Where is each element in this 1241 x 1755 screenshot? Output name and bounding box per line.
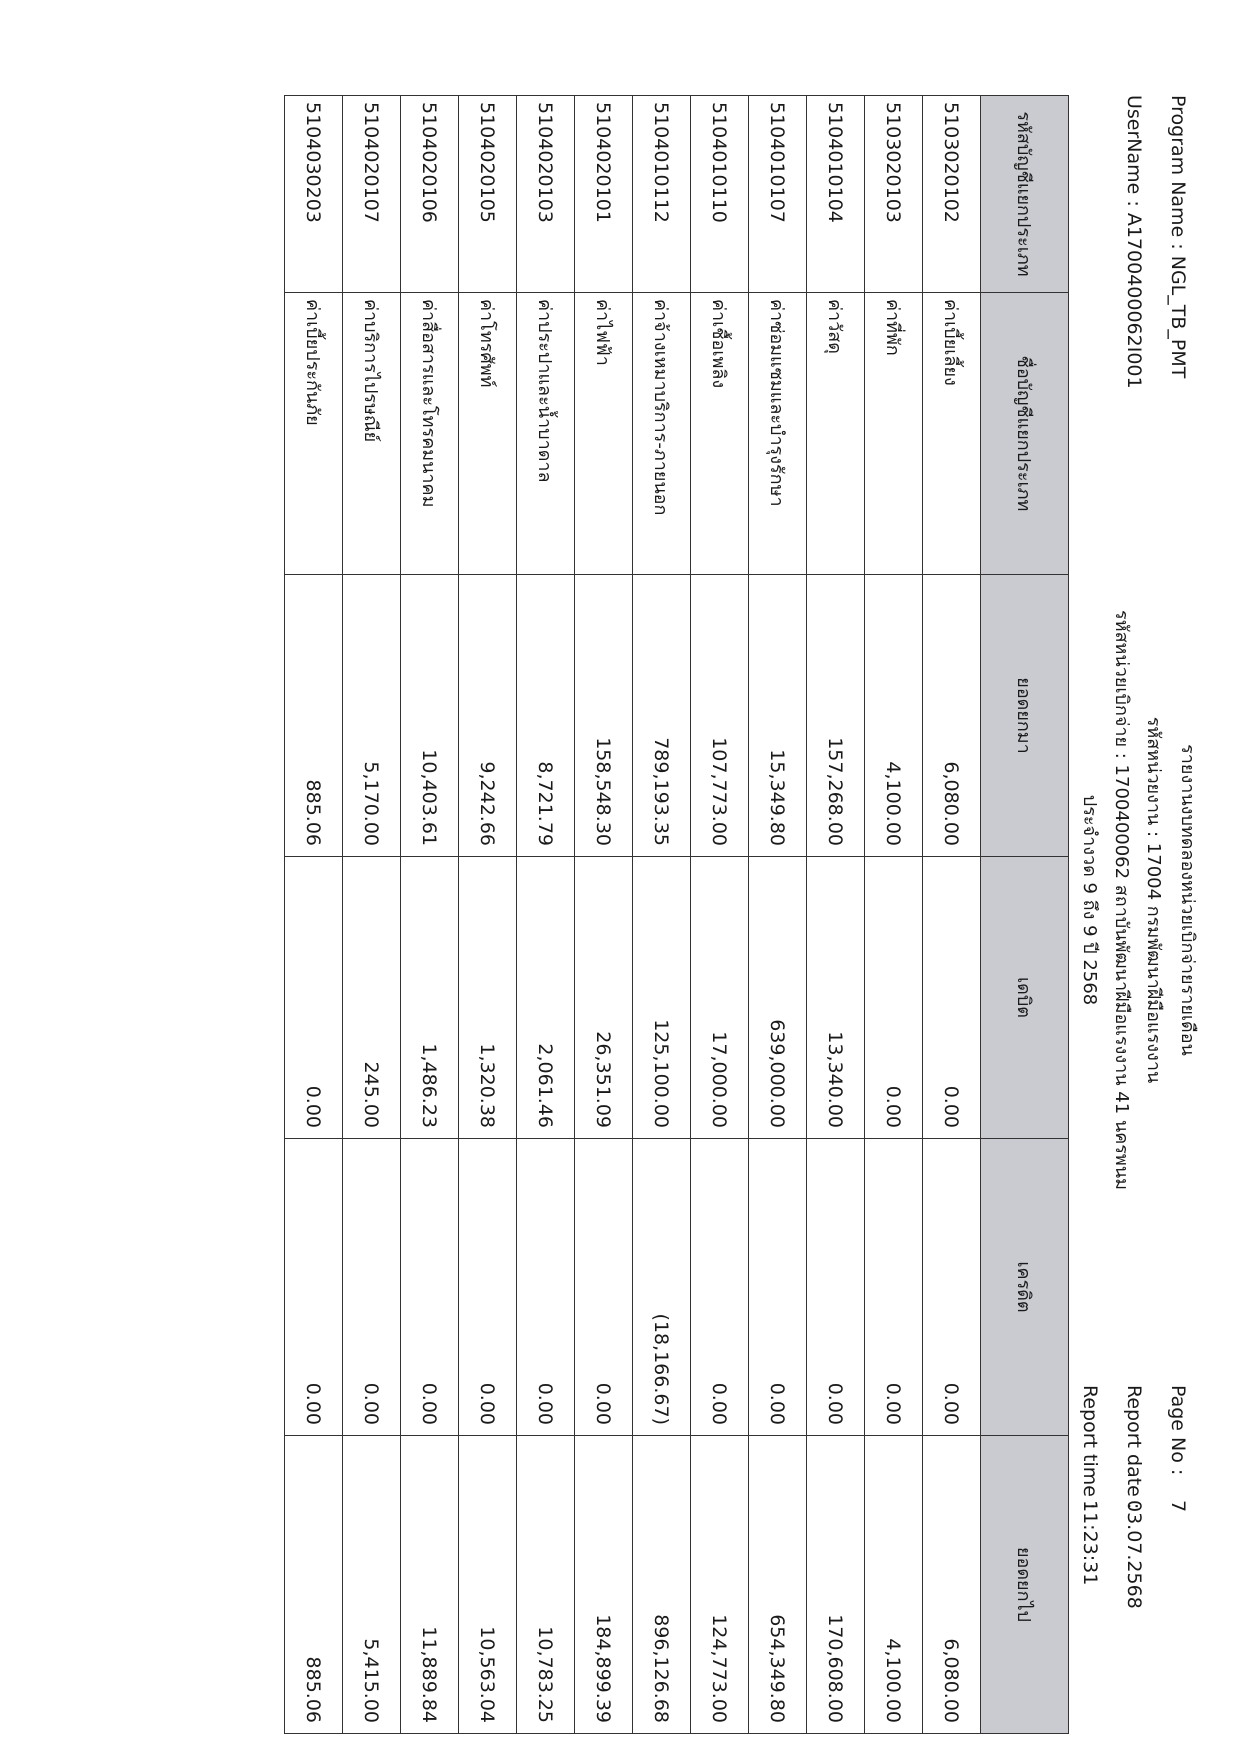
account-name-cell: ค่าจ้างเหมาบริการ-ภายนอก [633,293,691,575]
account-name-cell: ค่าบริการไปรษณีย์ [343,293,401,575]
debit-cell: 0.00 [285,857,343,1139]
carried-forward-cell: 654,349.80 [749,1436,807,1734]
account-name-cell: ค่าวัสดุ [807,293,865,575]
credit-cell: 0.00 [923,1139,981,1436]
page-no-value: 7 [1167,1500,1189,1513]
debit-cell: 26,351.09 [575,857,633,1139]
credit-cell: 0.00 [749,1139,807,1436]
carried-forward-cell: 124,773.00 [691,1436,749,1734]
report-time-label: Report time : [1079,1385,1101,1510]
account-name-cell: ค่าซ่อมแซมและบำรุงรักษา [749,293,807,575]
table-row [343,96,401,1734]
account-name-cell: ค่าเบี้ยเลี้ยง [923,293,981,575]
brought-forward-cell: 4,100.00 [865,575,923,857]
brought-forward-cell: 789,193.35 [633,575,691,857]
period-line: ประจำงวด 9 ถึง 9 ปี 2568 [1079,794,1100,1006]
col-credit-header: เครดิต [981,1139,1069,1436]
table-row [575,96,633,1734]
table-row [285,96,343,1734]
carried-forward-cell: 11,889.84 [401,1436,459,1734]
credit-cell: (18,166.67) [633,1139,691,1436]
carried-forward-cell: 170,608.00 [807,1436,865,1734]
carried-forward-cell: 10,783.25 [517,1436,575,1734]
debit-cell: 13,340.00 [807,857,865,1139]
debit-cell: 1,486.23 [401,857,459,1139]
table-row [517,96,575,1734]
brought-forward-cell: 885.06 [285,575,343,857]
credit-cell: 0.00 [285,1139,343,1436]
account-name-cell: ค่าโทรศัพท์ [459,293,517,575]
report-date-label: Report date : [1123,1385,1145,1510]
account-name-cell: ค่าเชื้อเพลิง [691,293,749,575]
credit-cell: 0.00 [691,1139,749,1436]
credit-cell: 0.00 [401,1139,459,1436]
account-code-cell: 5104030203 [285,96,343,293]
username: UserName : A1700400062I001 [1123,95,1145,389]
credit-cell: 0.00 [459,1139,517,1436]
trial-balance-table [284,95,1069,1734]
table-row [807,96,865,1734]
account-code-cell: 5103020103 [865,96,923,293]
debit-cell: 0.00 [865,857,923,1139]
carried-forward-cell: 6,080.00 [923,1436,981,1734]
credit-cell: 0.00 [807,1139,865,1436]
table-row [749,96,807,1734]
col-carried-forward-header: ยอดยกไป [981,1436,1069,1734]
carried-forward-cell: 5,415.00 [343,1436,401,1734]
table-row [459,96,517,1734]
account-code-cell: 5104020101 [575,96,633,293]
debit-cell: 0.00 [923,857,981,1139]
col-account-code-header: รหัสบัญชีแยกประเภท [981,96,1069,293]
account-name-cell: ค่าสื่อสารและโทรคมนาคม [401,293,459,575]
table-row [633,96,691,1734]
report-date-value: 03.07.2568 [1123,1500,1145,1609]
table-row [865,96,923,1734]
brought-forward-cell: 8,721.79 [517,575,575,857]
col-account-name-header: ชื่อบัญชีแยกประเภท [981,293,1069,575]
col-brought-forward-header: ยอดยกมา [981,575,1069,857]
disbursing-unit-line: รหัสหน่วยเบิกจ่าย : 1700400062 สถาบันพัฒนาฝีมือแรงงาน 41 นครพนม [1111,610,1132,1190]
report-time-value: 11:23:31 [1079,1500,1101,1586]
debit-cell: 1,320.38 [459,857,517,1139]
account-code-cell: 5104010104 [807,96,865,293]
brought-forward-cell: 158,548.30 [575,575,633,857]
carried-forward-cell: 896,126.68 [633,1436,691,1734]
carried-forward-cell: 10,563.04 [459,1436,517,1734]
account-code-cell: 5104020105 [459,96,517,293]
credit-cell: 0.00 [343,1139,401,1436]
account-code-cell: 5104010107 [749,96,807,293]
table-header-row [981,96,1069,1734]
account-code-cell: 5104010112 [633,96,691,293]
page-no-label: Page No : [1167,1385,1189,1476]
debit-cell: 17,000.00 [691,857,749,1139]
report-title: รายงานงบทดลองหน่วยเบิกจ่ายรายเดือน [1177,744,1198,1056]
col-debit-header: เดบิต [981,857,1069,1139]
brought-forward-cell: 157,268.00 [807,575,865,857]
account-name-cell: ค่าไฟฟ้า [575,293,633,575]
brought-forward-cell: 5,170.00 [343,575,401,857]
carried-forward-cell: 4,100.00 [865,1436,923,1734]
credit-cell: 0.00 [517,1139,575,1436]
agency-line: รหัสหน่วยงาน : 17004 กรมพัฒนาฝีมือแรงงาน [1143,716,1164,1084]
debit-cell: 639,000.00 [749,857,807,1139]
account-code-cell: 5103020102 [923,96,981,293]
brought-forward-cell: 9,242.66 [459,575,517,857]
account-name-cell: ค่าที่พัก [865,293,923,575]
brought-forward-cell: 6,080.00 [923,575,981,857]
carried-forward-cell: 184,899.39 [575,1436,633,1734]
debit-cell: 245.00 [343,857,401,1139]
brought-forward-cell: 107,773.00 [691,575,749,857]
account-name-cell: ค่าเบี้ยประกันภัย [285,293,343,575]
table-row [923,96,981,1734]
account-name-cell: ค่าประปาและน้ำบาดาล [517,293,575,575]
carried-forward-cell: 885.06 [285,1436,343,1734]
credit-cell: 0.00 [865,1139,923,1436]
account-code-cell: 5104020103 [517,96,575,293]
debit-cell: 2,061.46 [517,857,575,1139]
program-name: Program Name : NGL_TB_PMT [1167,95,1189,379]
account-code-cell: 5104010110 [691,96,749,293]
debit-cell: 125,100.00 [633,857,691,1139]
brought-forward-cell: 10,403.61 [401,575,459,857]
table-row [691,96,749,1734]
table-row [401,96,459,1734]
credit-cell: 0.00 [575,1139,633,1436]
account-code-cell: 5104020106 [401,96,459,293]
brought-forward-cell: 15,349.80 [749,575,807,857]
account-code-cell: 5104020107 [343,96,401,293]
